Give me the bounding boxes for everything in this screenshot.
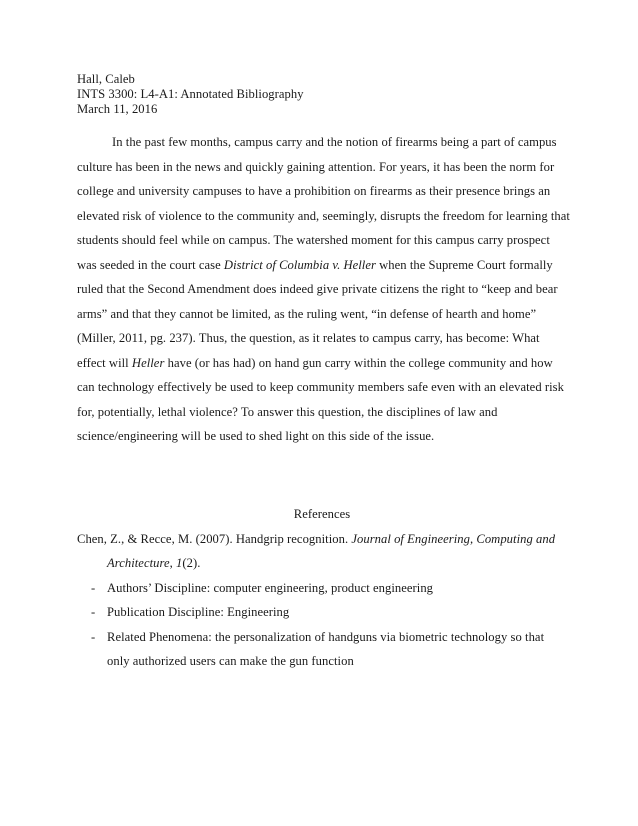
- paragraph-line: elevated risk of violence to the community and, seemingly, disrupts the freedom for learning that: [77, 208, 570, 223]
- paragraph-line: ruled that the Second Amendment does indeed give private citizens the right to “keep and bear: [77, 282, 558, 296]
- bullet-dash: -: [91, 605, 96, 619]
- issue-number: (2).: [182, 556, 201, 570]
- annotation-text: Publication Discipline: Engineering: [107, 605, 290, 619]
- paragraph-line: for, potentially, lethal violence? To answer this question, the disciplines of law and: [77, 404, 498, 419]
- text-run: have (or has had) on hand gun carry within the college community and how: [164, 355, 553, 370]
- paragraph-line: [77, 356, 567, 381]
- paragraph-line: arms” and that they cannot be limited, as the ruling went, “in defense of hearth and home”: [77, 306, 537, 321]
- annotation-item: [77, 630, 577, 655]
- bullet-dash: -: [91, 580, 96, 595]
- paragraph-line: In the past few months, campus carry and the notion of firearms being a part of campus: [112, 135, 557, 149]
- case-name-italic: District of Columbia v. Heller: [223, 257, 376, 272]
- document-date: March 11, 2016: [77, 102, 158, 116]
- text-run: when the Supreme Court formally: [375, 257, 553, 272]
- annotation-continued: only authorized users can make the gun function: [107, 654, 354, 668]
- case-short-italic: Heller: [131, 355, 165, 370]
- text-run: effect will: [77, 355, 132, 370]
- annotation-text: Authors’ Discipline: computer engineering, product engineering: [107, 580, 434, 595]
- journal-title: Journal of Engineering, Computing and: [351, 531, 556, 546]
- annotation-item: [77, 581, 577, 606]
- citation-sep: ,: [169, 556, 177, 570]
- course-title: INTS 3300: L4-A1: Annotated Bibliography: [77, 87, 304, 101]
- annotation-item: [77, 605, 577, 630]
- journal-title-cont: Architecture: [107, 556, 170, 570]
- references-heading: References: [293, 507, 351, 521]
- paragraph-line: [77, 258, 567, 283]
- paragraph-line: can technology effectively be used to keep community members safe even with an elevated risk: [77, 380, 564, 394]
- citation-text: Chen, Z., & Recce, M. (2007). Handgrip recognition.: [77, 531, 352, 546]
- paragraph-line: culture has been in the news and quickly gaining attention. For years, it has been the norm for: [77, 159, 555, 174]
- references-section: [77, 507, 577, 679]
- reference-entry-continued: [77, 556, 577, 581]
- text-run: was seeded in the court case: [77, 257, 224, 272]
- author-name: Hall, Caleb: [77, 72, 135, 86]
- volume-number: 1: [176, 556, 183, 570]
- intro-paragraph: [77, 135, 570, 454]
- header-block: [77, 72, 304, 117]
- bullet-dash: -: [91, 629, 96, 644]
- paragraph-line: students should feel while on campus. The watershed moment for this campus carry prospect: [77, 233, 550, 247]
- paragraph-line: (Miller, 2011, pg. 237). Thus, the question, as it relates to campus carry, has become: What: [77, 331, 540, 345]
- annotation-text: Related Phenomena: the personalization of handguns via biometric technology so that: [107, 629, 545, 644]
- reference-entry: [77, 532, 577, 557]
- paragraph-line: college and university campuses to have a prohibition on firearms as their presence brings an: [77, 184, 551, 198]
- paragraph-line: science/engineering will be used to shed light on this side of the issue.: [77, 429, 435, 443]
